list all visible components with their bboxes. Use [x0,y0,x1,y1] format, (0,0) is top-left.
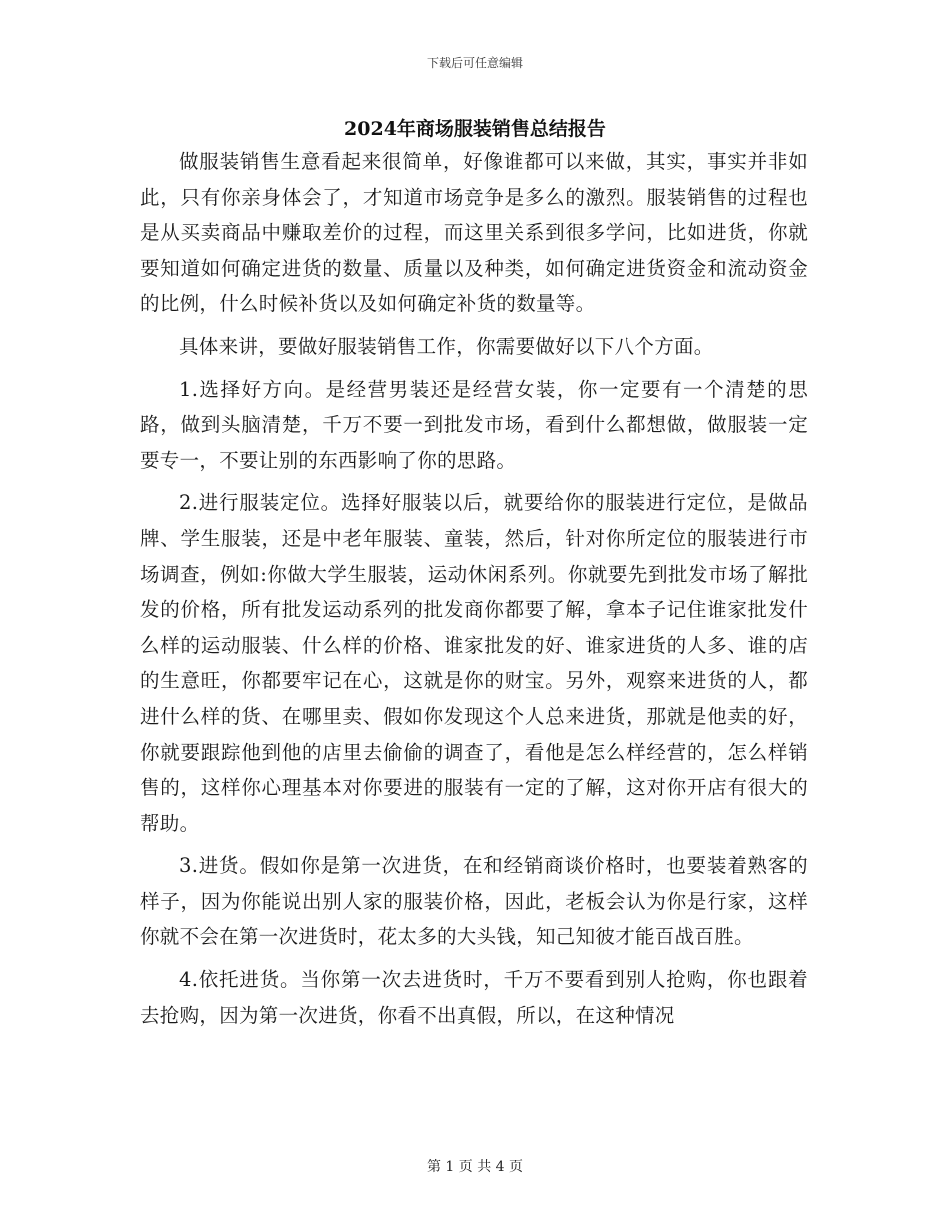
paragraph-point-1: 1.选择好方向。是经营男装还是经营女装，你一定要有一个清楚的思路，做到头脑清楚，千万不要一到批发市场，看到什么都想做，做服装一定要专一，不要让别的东西影响了你的思路。 [140,377,808,472]
paragraph-point-2: 2.进行服装定位。选择好服装以后，就要给你的服装进行定位，是做品牌、学生服装，还是中老年服装、童装，然后，针对你所定位的服装进行市场调查，例如:你做大学生服装，运动休闲系列。你就要先到批发市场了解批发的价格，所有批发运动系列的批发商你都要了解，拿本子记住谁家批发什么样的运动服装、什么样的价格、谁家批发的好、谁家进货的人多、谁的店的生意旺，你都要牢记在心，这就是你的财宝。另外，观察来进货的人，都进什么样的货、在哪里卖、假如你发现这个人总来进货，那就是他卖的好，你就要跟踪他到他的店里去偷偷的调查了，看他是怎么样经营的，怎么样销售的，这样你心理基本对你要进的服装有一定的了解，这对你开店有很大的帮助。 [140,491,808,835]
paragraph-intro: 做服装销售生意看起来很简单，好像谁都可以来做，其实，事实并非如此，只有你亲身体会了，才知道市场竞争是多么的激烈。服装销售的过程也是从买卖商品中赚取差价的过程，而这里关系到很多学问，比如进货，你就要知道如何确定进货的数量、质量以及种类，如何确定进货资金和流动资金的比例，什么时候补货以及如何确定补货的数量等。 [140,150,808,316]
document-body [140,144,808,1040]
document-title: 2024年商场服装销售总结报告 [344,118,606,140]
paragraph-point-4: 4.依托进货。当你第一次去进货时，千万不要看到别人抢购，你也跟着去抢购，因为第一次进货，你看不出真假，所以，在这种情况 [140,968,808,1027]
header-note: 下载后可任意编辑 [426,56,523,70]
paragraph-overview: 具体来讲，要做好服装销售工作，你需要做好以下八个方面。 [179,334,714,358]
page-number: 第 1 页 共 4 页 [426,1159,524,1175]
paragraph-point-3: 3.进货。假如你是第一次进货，在和经销商谈价格时，也要装着熟客的样子，因为你能说出别人家的服装价格，因此，老板会认为你是行家，这样你就不会在第一次进货时，花太多的大头钱，知己知彼才能百战百胜。 [140,854,808,949]
